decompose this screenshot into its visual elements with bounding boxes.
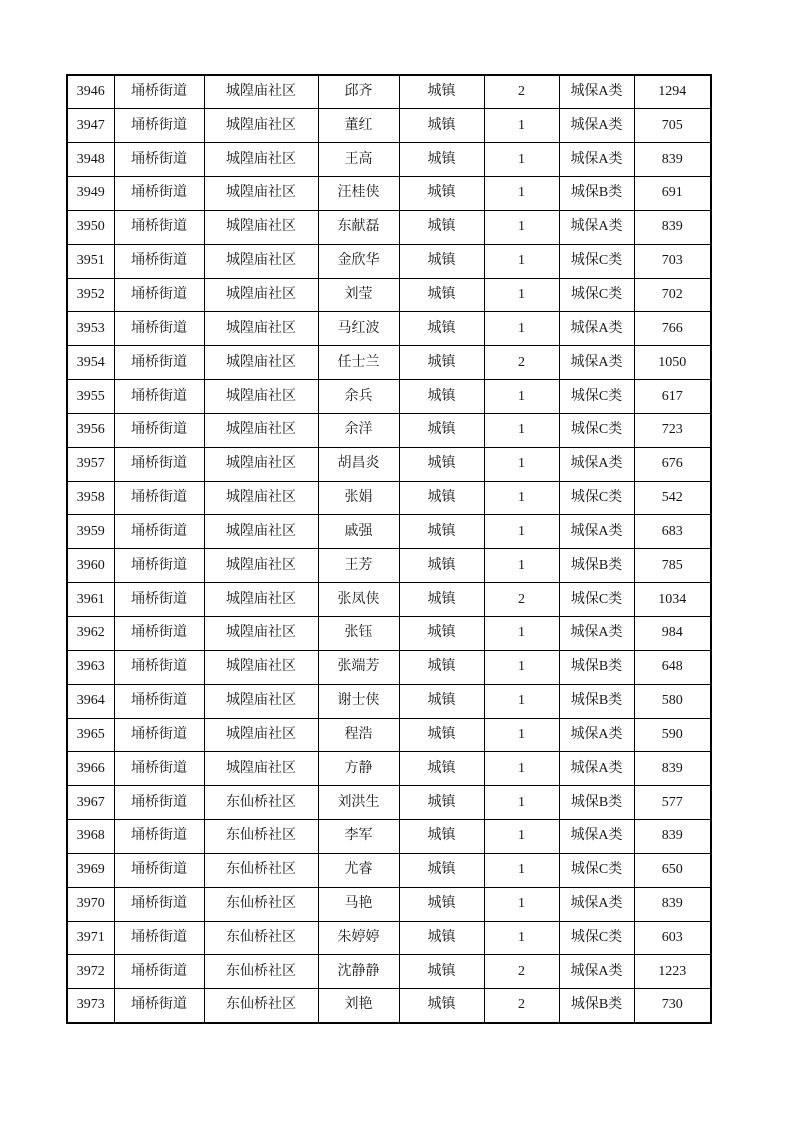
table-cell: 埇桥街道: [114, 75, 204, 109]
table-cell: 城镇: [399, 853, 484, 887]
table-cell: 埇桥街道: [114, 380, 204, 414]
table-row: [67, 650, 711, 684]
table-cell: 刘艳: [318, 989, 399, 1023]
table-cell: 埇桥街道: [114, 989, 204, 1023]
table-cell: 603: [634, 921, 711, 955]
table-cell: 埇桥街道: [114, 752, 204, 786]
table-row: [67, 75, 711, 109]
table-cell: 董红: [318, 109, 399, 143]
table-cell: 城保A类: [559, 143, 634, 177]
table-cell: 城保A类: [559, 617, 634, 651]
table-cell: 埇桥街道: [114, 346, 204, 380]
table-cell: 朱婷婷: [318, 921, 399, 955]
table-cell: 1050: [634, 346, 711, 380]
table-cell: 1: [484, 380, 559, 414]
table-cell: 张端芳: [318, 650, 399, 684]
table-cell: 城镇: [399, 312, 484, 346]
table-cell: 城镇: [399, 75, 484, 109]
table-cell: 1: [484, 718, 559, 752]
table-cell: 戚强: [318, 515, 399, 549]
table-cell: 埇桥街道: [114, 786, 204, 820]
table-cell: 城镇: [399, 989, 484, 1023]
table-cell: 城镇: [399, 650, 484, 684]
table-cell: 李军: [318, 820, 399, 854]
table-cell: 3957: [67, 447, 114, 481]
table-cell: 1: [484, 515, 559, 549]
table-cell: 城保A类: [559, 75, 634, 109]
table-cell: 埇桥街道: [114, 853, 204, 887]
table-cell: 城隍庙社区: [204, 447, 318, 481]
table-cell: 城隍庙社区: [204, 752, 318, 786]
table-cell: 3971: [67, 921, 114, 955]
table-cell: 3967: [67, 786, 114, 820]
table-cell: 城镇: [399, 447, 484, 481]
table-cell: 城保C类: [559, 853, 634, 887]
table-cell: 1: [484, 109, 559, 143]
table-cell: 城隍庙社区: [204, 549, 318, 583]
table-cell: 702: [634, 278, 711, 312]
table-cell: 城镇: [399, 109, 484, 143]
table-cell: 2: [484, 989, 559, 1023]
table-cell: 城镇: [399, 515, 484, 549]
table-cell: 城保A类: [559, 955, 634, 989]
table-cell: 1223: [634, 955, 711, 989]
table-cell: 城隍庙社区: [204, 380, 318, 414]
table-cell: 城保B类: [559, 549, 634, 583]
table-cell: 马艳: [318, 887, 399, 921]
table-cell: 城镇: [399, 617, 484, 651]
table-cell: 东献磊: [318, 210, 399, 244]
table-cell: 城镇: [399, 481, 484, 515]
table-row: [67, 684, 711, 718]
table-cell: 城镇: [399, 921, 484, 955]
table-cell: 3946: [67, 75, 114, 109]
table-cell: 城保B类: [559, 989, 634, 1023]
table-row: [67, 617, 711, 651]
table-cell: 王芳: [318, 549, 399, 583]
table-cell: 邱齐: [318, 75, 399, 109]
table-cell: 东仙桥社区: [204, 786, 318, 820]
table-cell: 城镇: [399, 346, 484, 380]
table-cell: 城保C类: [559, 278, 634, 312]
table-cell: 城镇: [399, 210, 484, 244]
table-cell: 1: [484, 244, 559, 278]
table-cell: 城保C类: [559, 380, 634, 414]
table-cell: 1: [484, 312, 559, 346]
table-cell: 1: [484, 617, 559, 651]
table-row: [67, 955, 711, 989]
table-cell: 埇桥街道: [114, 312, 204, 346]
table-cell: 城隍庙社区: [204, 684, 318, 718]
table-cell: 1: [484, 210, 559, 244]
table-cell: 3955: [67, 380, 114, 414]
table-cell: 埇桥街道: [114, 955, 204, 989]
table-cell: 东仙桥社区: [204, 955, 318, 989]
table-cell: 埇桥街道: [114, 210, 204, 244]
table-cell: 城镇: [399, 718, 484, 752]
table-cell: 埇桥街道: [114, 718, 204, 752]
table-row: [67, 143, 711, 177]
table-cell: 785: [634, 549, 711, 583]
table-cell: 城保A类: [559, 312, 634, 346]
table-cell: 埇桥街道: [114, 143, 204, 177]
table-cell: 3965: [67, 718, 114, 752]
table-cell: 城镇: [399, 887, 484, 921]
table-cell: 3948: [67, 143, 114, 177]
table-row: [67, 481, 711, 515]
table-cell: 埇桥街道: [114, 413, 204, 447]
table-cell: 3969: [67, 853, 114, 887]
table-cell: 刘莹: [318, 278, 399, 312]
table-cell: 3963: [67, 650, 114, 684]
table-cell: 城镇: [399, 549, 484, 583]
table-cell: 1034: [634, 583, 711, 617]
table-cell: 埇桥街道: [114, 887, 204, 921]
table-cell: 676: [634, 447, 711, 481]
table-cell: 705: [634, 109, 711, 143]
table-cell: 650: [634, 853, 711, 887]
table-cell: 1: [484, 684, 559, 718]
table-cell: 城隍庙社区: [204, 481, 318, 515]
table-cell: 汪桂侠: [318, 177, 399, 211]
table-row: [67, 752, 711, 786]
table-cell: 埇桥街道: [114, 244, 204, 278]
table-cell: 648: [634, 650, 711, 684]
table-cell: 542: [634, 481, 711, 515]
table-cell: 3956: [67, 413, 114, 447]
table-cell: 城保A类: [559, 887, 634, 921]
table-cell: 839: [634, 887, 711, 921]
table-cell: 1: [484, 887, 559, 921]
table-row: [67, 447, 711, 481]
table-cell: 王高: [318, 143, 399, 177]
table-cell: 2: [484, 346, 559, 380]
table-cell: 金欣华: [318, 244, 399, 278]
table-cell: 城保A类: [559, 718, 634, 752]
table-body: [67, 75, 711, 1023]
table-cell: 984: [634, 617, 711, 651]
table-cell: 埇桥街道: [114, 177, 204, 211]
table-cell: 3973: [67, 989, 114, 1023]
table-cell: 埇桥街道: [114, 447, 204, 481]
table-row: [67, 413, 711, 447]
table-row: [67, 210, 711, 244]
table-cell: 埇桥街道: [114, 921, 204, 955]
table-cell: 刘洪生: [318, 786, 399, 820]
table-cell: 1: [484, 447, 559, 481]
table-cell: 1: [484, 786, 559, 820]
table-cell: 3968: [67, 820, 114, 854]
table-cell: 3950: [67, 210, 114, 244]
table-cell: 沈静静: [318, 955, 399, 989]
table-row: [67, 549, 711, 583]
table-cell: 方静: [318, 752, 399, 786]
table-cell: 张娟: [318, 481, 399, 515]
table-cell: 590: [634, 718, 711, 752]
table-row: [67, 718, 711, 752]
table-cell: 张凤侠: [318, 583, 399, 617]
table-cell: 城保C类: [559, 244, 634, 278]
table-cell: 1: [484, 650, 559, 684]
table-cell: 2: [484, 955, 559, 989]
table-row: [67, 921, 711, 955]
table-cell: 1: [484, 481, 559, 515]
table-cell: 730: [634, 989, 711, 1023]
table-cell: 城保A类: [559, 210, 634, 244]
table-cell: 东仙桥社区: [204, 921, 318, 955]
table-cell: 1: [484, 853, 559, 887]
table-cell: 程浩: [318, 718, 399, 752]
table-cell: 城隍庙社区: [204, 312, 318, 346]
table-cell: 城镇: [399, 583, 484, 617]
table-cell: 城保A类: [559, 515, 634, 549]
table-cell: 839: [634, 752, 711, 786]
table-row: [67, 380, 711, 414]
table-cell: 城镇: [399, 244, 484, 278]
table-row: [67, 820, 711, 854]
table-row: [67, 583, 711, 617]
table-cell: 839: [634, 143, 711, 177]
table-row: [67, 109, 711, 143]
table-cell: 839: [634, 820, 711, 854]
table-cell: 尤睿: [318, 853, 399, 887]
table-cell: 城保A类: [559, 447, 634, 481]
table-cell: 683: [634, 515, 711, 549]
table-cell: 城保B类: [559, 684, 634, 718]
table-cell: 3962: [67, 617, 114, 651]
table-cell: 城隍庙社区: [204, 583, 318, 617]
table-cell: 城保B类: [559, 786, 634, 820]
table-cell: 766: [634, 312, 711, 346]
table-row: [67, 312, 711, 346]
table-cell: 1: [484, 921, 559, 955]
table-cell: 城隍庙社区: [204, 177, 318, 211]
table-cell: 埇桥街道: [114, 820, 204, 854]
table-cell: 城隍庙社区: [204, 143, 318, 177]
table-cell: 埇桥街道: [114, 684, 204, 718]
table-cell: 1: [484, 143, 559, 177]
table-cell: 埇桥街道: [114, 109, 204, 143]
table-cell: 东仙桥社区: [204, 887, 318, 921]
table-cell: 城镇: [399, 143, 484, 177]
table-cell: 城保C类: [559, 921, 634, 955]
table-cell: 埇桥街道: [114, 549, 204, 583]
table-cell: 城保A类: [559, 346, 634, 380]
table-cell: 城隍庙社区: [204, 75, 318, 109]
table-cell: 3949: [67, 177, 114, 211]
table-cell: 城隍庙社区: [204, 244, 318, 278]
table-cell: 城镇: [399, 786, 484, 820]
table-cell: 580: [634, 684, 711, 718]
table-cell: 余洋: [318, 413, 399, 447]
table-cell: 埇桥街道: [114, 617, 204, 651]
table-cell: 3970: [67, 887, 114, 921]
table-cell: 城隍庙社区: [204, 718, 318, 752]
table-cell: 城保A类: [559, 109, 634, 143]
table-row: [67, 853, 711, 887]
table-cell: 1: [484, 820, 559, 854]
table-cell: 839: [634, 210, 711, 244]
table-cell: 埇桥街道: [114, 515, 204, 549]
table-cell: 任士兰: [318, 346, 399, 380]
table-cell: 东仙桥社区: [204, 989, 318, 1023]
table-cell: 城隍庙社区: [204, 109, 318, 143]
table-cell: 城镇: [399, 380, 484, 414]
table-row: [67, 786, 711, 820]
table-cell: 3947: [67, 109, 114, 143]
table-cell: 3972: [67, 955, 114, 989]
table-cell: 3953: [67, 312, 114, 346]
table-cell: 1294: [634, 75, 711, 109]
table-cell: 城隍庙社区: [204, 346, 318, 380]
table-row: [67, 515, 711, 549]
table-cell: 691: [634, 177, 711, 211]
table-cell: 城镇: [399, 820, 484, 854]
table-cell: 城保A类: [559, 752, 634, 786]
table-cell: 城镇: [399, 278, 484, 312]
table-cell: 城保C类: [559, 481, 634, 515]
table-cell: 城镇: [399, 752, 484, 786]
table-cell: 3952: [67, 278, 114, 312]
table-cell: 3966: [67, 752, 114, 786]
table-cell: 东仙桥社区: [204, 820, 318, 854]
table-row: [67, 278, 711, 312]
table-cell: 城保B类: [559, 177, 634, 211]
table-row: [67, 989, 711, 1023]
table-cell: 3951: [67, 244, 114, 278]
table-cell: 2: [484, 583, 559, 617]
table-row: [67, 346, 711, 380]
table-cell: 城隍庙社区: [204, 617, 318, 651]
table-cell: 埇桥街道: [114, 583, 204, 617]
table-cell: 城保C类: [559, 583, 634, 617]
table-cell: 723: [634, 413, 711, 447]
table-cell: 3964: [67, 684, 114, 718]
table-row: [67, 244, 711, 278]
table-cell: 余兵: [318, 380, 399, 414]
table-cell: 1: [484, 752, 559, 786]
table-row: [67, 887, 711, 921]
table-cell: 2: [484, 75, 559, 109]
table-cell: 胡昌炎: [318, 447, 399, 481]
table-cell: 张钰: [318, 617, 399, 651]
table-cell: 谢士侠: [318, 684, 399, 718]
table-cell: 埇桥街道: [114, 481, 204, 515]
table-cell: 东仙桥社区: [204, 853, 318, 887]
table-cell: 1: [484, 177, 559, 211]
table-cell: 3954: [67, 346, 114, 380]
table-cell: 城隍庙社区: [204, 210, 318, 244]
table-cell: 城镇: [399, 177, 484, 211]
benefit-roster-table: [66, 74, 712, 1024]
table-cell: 703: [634, 244, 711, 278]
table-cell: 城镇: [399, 684, 484, 718]
table-cell: 1: [484, 549, 559, 583]
table-cell: 3959: [67, 515, 114, 549]
table-cell: 埇桥街道: [114, 278, 204, 312]
table-row: [67, 177, 711, 211]
table-cell: 城保C类: [559, 413, 634, 447]
table-cell: 埇桥街道: [114, 650, 204, 684]
table-cell: 城镇: [399, 413, 484, 447]
table-cell: 3958: [67, 481, 114, 515]
table-cell: 1: [484, 413, 559, 447]
table-cell: 城保B类: [559, 650, 634, 684]
table-cell: 577: [634, 786, 711, 820]
table-cell: 城隍庙社区: [204, 413, 318, 447]
table-cell: 城保A类: [559, 820, 634, 854]
table-cell: 3960: [67, 549, 114, 583]
table-cell: 城镇: [399, 955, 484, 989]
table-cell: 1: [484, 278, 559, 312]
table-cell: 马红波: [318, 312, 399, 346]
table-cell: 617: [634, 380, 711, 414]
table-cell: 城隍庙社区: [204, 650, 318, 684]
table-cell: 3961: [67, 583, 114, 617]
table-cell: 城隍庙社区: [204, 278, 318, 312]
table-cell: 城隍庙社区: [204, 515, 318, 549]
